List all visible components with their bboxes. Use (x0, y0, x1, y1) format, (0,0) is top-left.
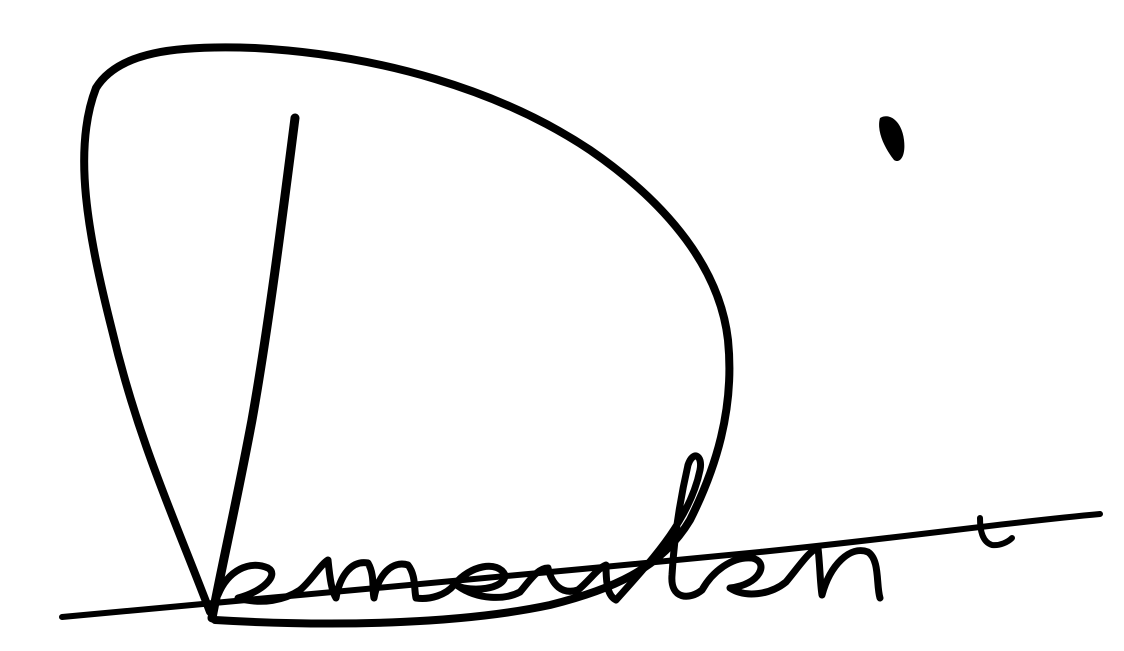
signature-downstroke (212, 118, 295, 618)
signature-dot (879, 116, 904, 161)
signature-underline (62, 514, 1100, 617)
signature-cursive-stroke (218, 456, 880, 601)
signature-loop-stroke (84, 47, 729, 623)
